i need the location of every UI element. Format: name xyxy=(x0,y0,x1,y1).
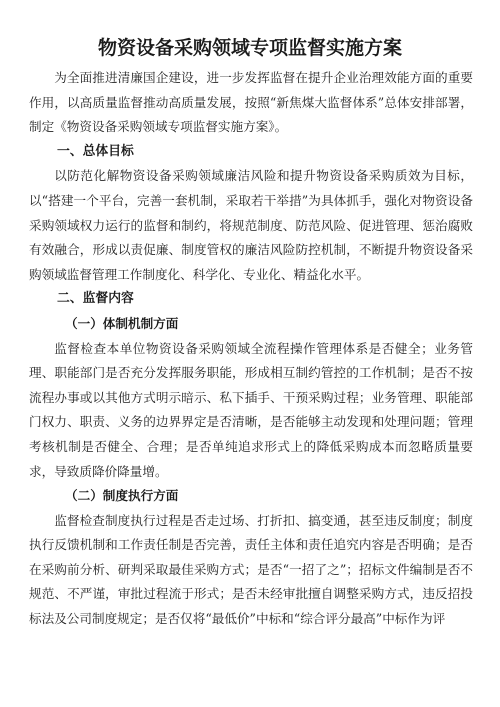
mechanism-paragraph: 监督检查本单位物资设备采购领域全流程操作管理体系是否健全；业务管理、职能部门是否充分发挥服务职能，形成相互制约管控的工作机制；是否不按流程办事或以其他方式明示暗示、私下插手、干预采购过程；业务管理、职能部门权力、职责、义务的边界界定是否清晰，是否能够主动发现和处理问题；管理考核机制是否健全、合理；是否单纯追求形式上的降低采购成本而忽略质量要求，导致质降价降量增。 xyxy=(29,340,473,479)
subsection-heading-mechanism: （一）体制机制方面 xyxy=(65,315,179,331)
subsection-heading-execution: （二）制度执行方面 xyxy=(65,488,179,504)
document-title: 物资设备采购领域专项监督实施方案 xyxy=(97,37,402,59)
intro-paragraph: 为全面推进清廉国企建设，进一步发挥监督在提升企业治理效能方面的重要作用，以高质量监督推动高质量发展，按照“新焦煤大监督体系”总体安排部署，制定《物资设备采购领域专项监督实施方案》。 xyxy=(29,70,473,135)
document-body xyxy=(29,66,473,632)
section-heading-goals: 一、总体目标 xyxy=(57,143,134,159)
execution-paragraph: 监督检查制度执行过程是否走过场、打折扣、搞变通，甚至违反制度；制度执行反馈机制和工作责任制是否完善，责任主体和责任追究内容是否明确；是否在采购前分析、研判采取最佳采购方式；是否“一招了之”；招标文件编制是否不规范、不严谨，审批过程流于形式；是否未经审批擅自调整采购方式，违反招投标法及公司制度规定；是否仅将“最低价”中标和“综合评分最高”中标作为评 xyxy=(29,512,473,627)
section-heading-content: 二、监督内容 xyxy=(57,291,134,307)
goals-paragraph: 以防范化解物资设备采购领域廉洁风险和提升物资设备采购质效为目标，以“搭建一个平台，完善一套机制，采取若干举措”为具体抓手，强化对物资设备采购领域权力运行的监督和制约，将规范制度、防范风险、促进管理、惩治腐败有效融合，形成以责促廉、制度管权的廉洁风险防控机制，不断提升物资设备采购领域监督管理工作制度化、科学化、专业化、精益化水平。 xyxy=(29,168,473,282)
